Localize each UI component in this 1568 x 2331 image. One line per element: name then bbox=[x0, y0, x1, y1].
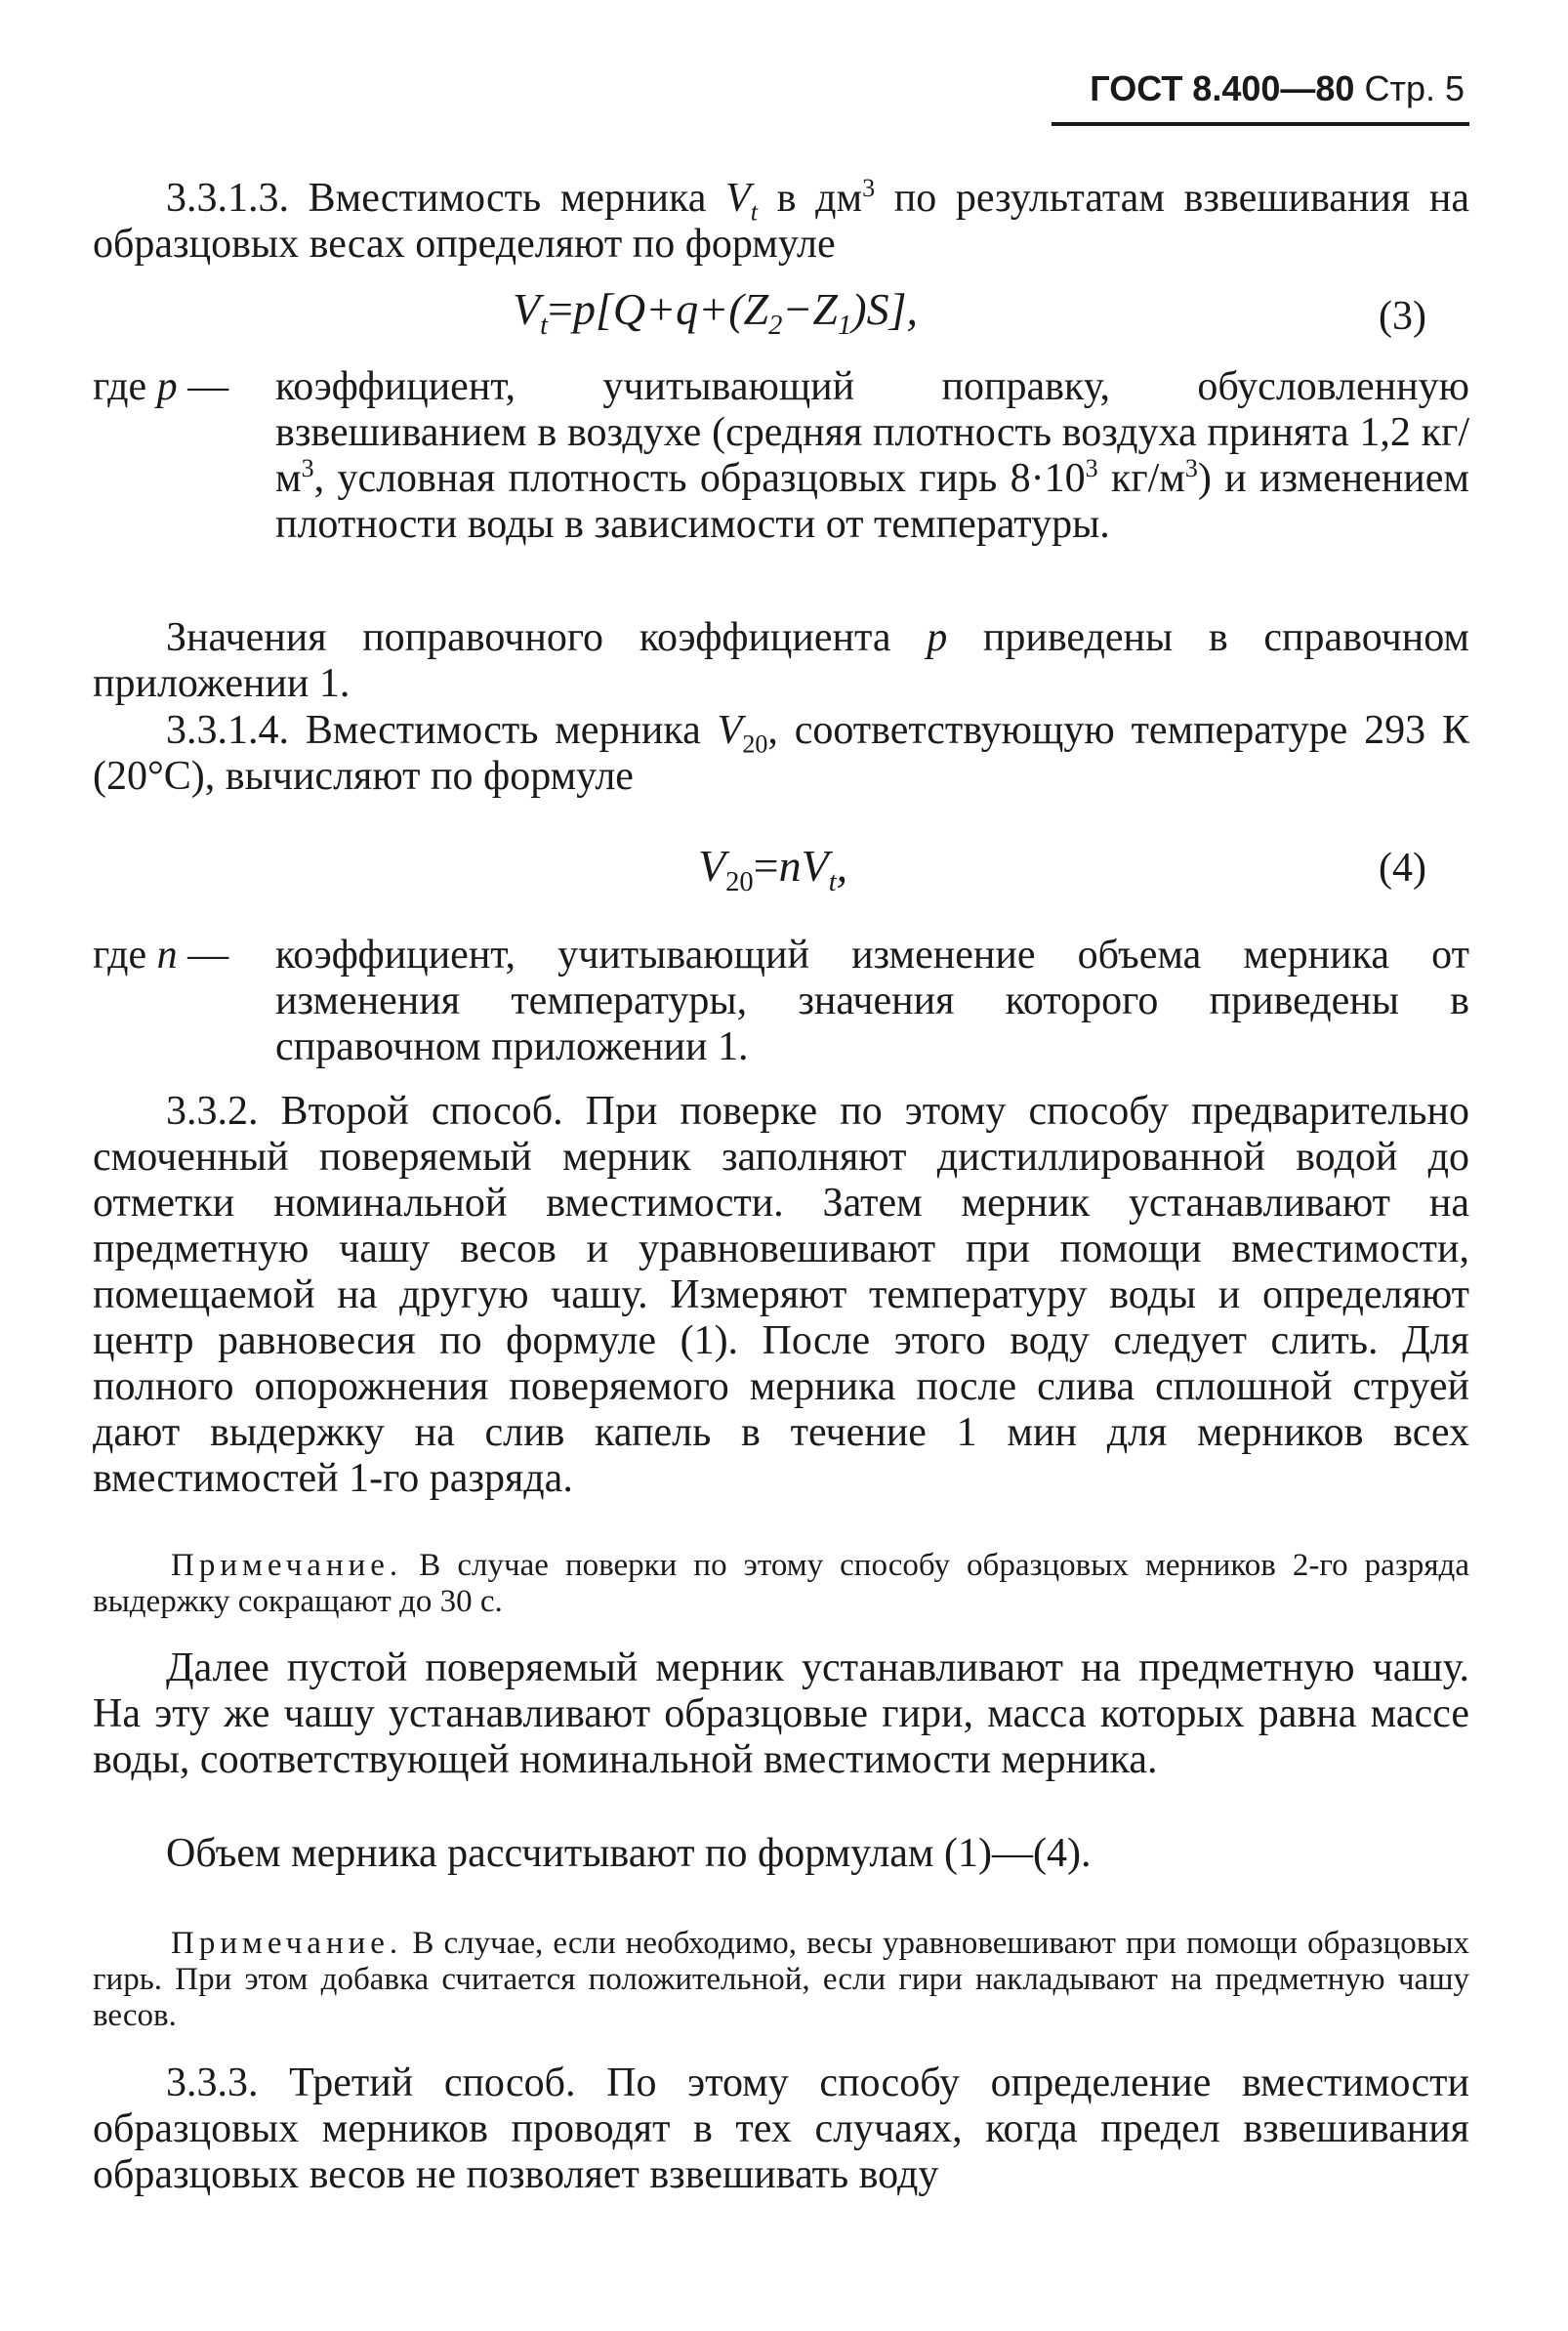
page-number: Стр. 5 bbox=[1364, 68, 1465, 108]
formula-4-number: (4) bbox=[1379, 846, 1426, 891]
paragraph-text: по результатам взвешивания на образцовых весах определяют по формуле bbox=[93, 176, 1469, 267]
note-2 bbox=[93, 1926, 1469, 2034]
header-rule bbox=[1052, 122, 1469, 126]
paragraph-next: Далее пустой поверяемый мерник устанавливают на предметную чашу. На эту же чашу устанавливают образцовые гири, масса которых равна массе воды, соответствующей номинальной вместимости мерника. bbox=[93, 1645, 1469, 1782]
variable-p: p bbox=[927, 615, 948, 660]
running-header bbox=[1045, 68, 1465, 109]
note-label: Примечание. bbox=[171, 1548, 403, 1583]
variable-v: V bbox=[717, 708, 743, 753]
variable-v: V bbox=[725, 176, 751, 221]
subscript-20: 20 bbox=[742, 729, 768, 759]
paragraph-volume: Объем мерника рассчитывают по формулам (1)—(4). bbox=[166, 1831, 1092, 1876]
note-1 bbox=[93, 1548, 1469, 1620]
standard-number: ГОСТ 8.400—80 bbox=[1090, 68, 1355, 108]
definition-lead: где p — bbox=[93, 364, 229, 409]
paragraph-3-3-1-4: 3.3.1.4. Вместимость мерника $V_{20}$, соответствующую температуре 293 К (20°С), вычисляют по формуле bbox=[93, 708, 1469, 799]
definition-p bbox=[93, 364, 1469, 599]
formula-3: $V_t=p[Q+q+(Z_2-Z_1)S]$, bbox=[513, 284, 918, 342]
paragraph-text: в дм bbox=[757, 176, 863, 221]
note-text: В случае поверки по этому способу образцовых мерников 2-го разряда выдержку сокращают до 30 с. bbox=[93, 1548, 1469, 1619]
formula-3-number: (3) bbox=[1379, 294, 1426, 339]
note-text: В случае, если необходимо, весы уравновешивают при помощи образцовых гирь. При этом добавка считается положительной, если гири накладывают на предметную чашу весов. bbox=[93, 1926, 1469, 2033]
definition-lead: где n — bbox=[93, 933, 229, 978]
note-label: Примечание. bbox=[171, 1926, 403, 1961]
superscript: 3 bbox=[862, 174, 876, 202]
paragraph-3-3-3: 3.3.3. Третий способ. По этому способу определение вместимости образцовых мерников проводят в тех случаях, когда предел взвешивания образцовых весов не позволяет взвешивать воду bbox=[93, 2060, 1469, 2197]
paragraph-text: 3.3.1.3. Вместимость мерника bbox=[166, 176, 726, 221]
definition-n bbox=[93, 933, 1469, 1079]
paragraph-3-3-2: 3.3.2. Второй способ. При поверке по этому способу предварительно смоченный поверяемый мерник заполняют дистиллированной водой до отметки номинальной вместимости. Затем мерник устанавливают на предметную чашу весов и уравновешивают при помощи вместимости, помещаемой на другую чашу. Измеряют температуру воды и определяют центр равновесия по формуле (1). После этого воду следует слить. Для полного опорожнения поверяемого мерника после слива сплошной струей дают выдержку на слив капель в течение 1 мин для мерников всех вместимостей 1-го разряда. bbox=[93, 1089, 1469, 1501]
definition-text: коэффициент, учитывающий поправку, обусловленную взвешиванием в воздухе (средняя плотность воздуха принята 1,2 $кг/м^3$, условная плотность образцовых гирь $8\cdot 10^3$ $кг/м^3$) и изменением плотности воды в зависимости от температуры. bbox=[275, 364, 1470, 547]
paragraph-values: Значения поправочного коэффициента p приведены в справочном приложении 1. bbox=[93, 615, 1469, 706]
subscript-t: t bbox=[750, 197, 758, 227]
formula-4: $V_{20}=nV_t$, bbox=[698, 841, 848, 898]
definition-text: коэффициент, учитывающий изменение объема мерника от изменения температуры, значения которого приведены в справочном приложении 1. bbox=[275, 933, 1469, 1069]
paragraph-3-3-1-3 bbox=[93, 176, 1469, 268]
